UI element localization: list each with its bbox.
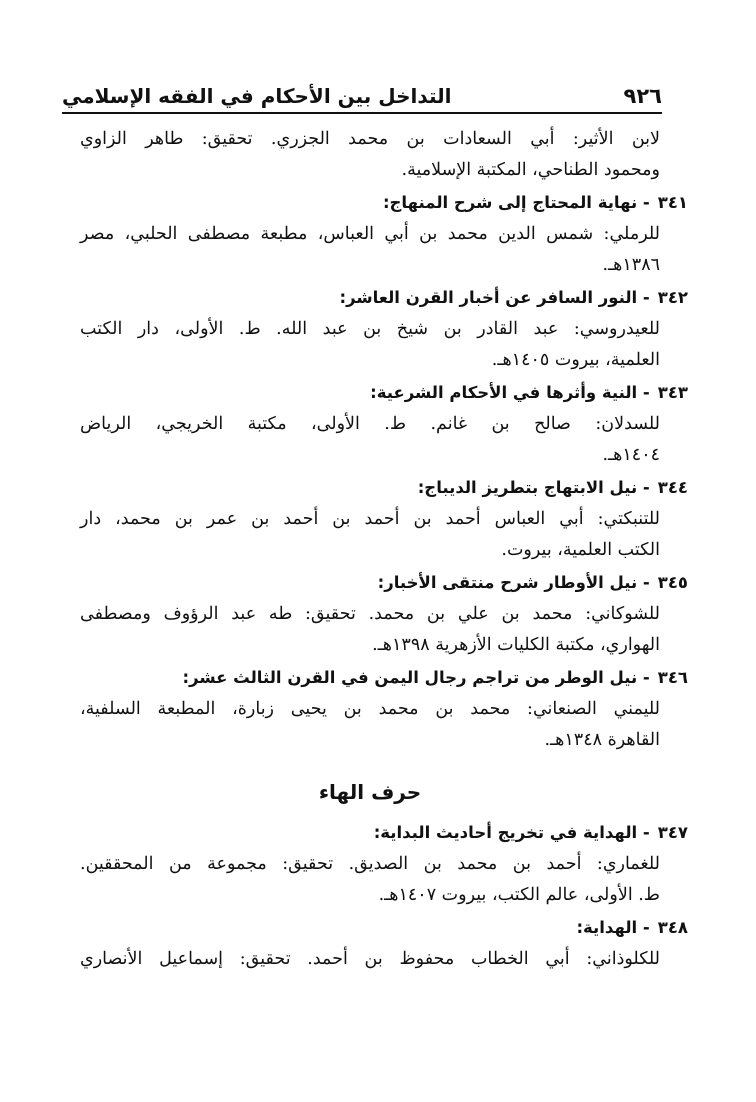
bibliography-entry	[80, 661, 688, 756]
entry-number: ٣٤٣	[657, 383, 688, 402]
entry-line: الهواري، مكتبة الكليات الأزهرية ١٣٩٨هـ.	[372, 635, 660, 655]
bibliography-entry	[80, 281, 688, 376]
bibliography-entry	[80, 186, 688, 281]
entry-heading	[80, 566, 688, 599]
entry-number: ٣٤٤	[657, 478, 688, 497]
entry-heading	[80, 911, 688, 944]
entry-title: - نيل الأوطار شرح منتقى الأخبار:	[377, 573, 650, 592]
entry-title: - النور السافر عن أخبار القرن العاشر:	[339, 288, 650, 307]
entry-line: ١٤٠٤هـ.	[602, 445, 660, 465]
entry-line: لليمني الصنعاني: محمد بن محمد بن يحيى زبارة، المطبعة السلفية،	[80, 699, 660, 719]
entry-line: العلمية، بيروت ١٤٠٥هـ.	[491, 350, 660, 370]
entry-number: ٣٤٧	[657, 823, 688, 842]
entry-line: القاهرة ١٣٤٨هـ.	[544, 730, 660, 750]
entry-line: ط. الأولى، عالم الكتب، بيروت ١٤٠٧هـ.	[378, 885, 660, 905]
entry-line: للرملي: شمس الدين محمد بن أبي العباس، مطبعة مصطفى الحلبي، مصر	[80, 224, 660, 244]
bibliography-entry	[80, 376, 688, 471]
entry-title: - الهداية:	[576, 918, 650, 937]
text-line: لابن الأثير: أبي السعادات بن محمد الجزري. تحقيق: طاهر الزاوي	[80, 129, 660, 149]
entry-number: ٣٤٥	[657, 573, 688, 592]
continuation-text	[80, 124, 660, 186]
entry-number: ٣٤٢	[657, 288, 688, 307]
entry-heading	[80, 816, 688, 849]
entry-heading	[80, 376, 688, 409]
entry-heading	[80, 281, 688, 314]
entry-number: ٣٤١	[657, 193, 688, 212]
entry-line: للعيدروسي: عبد القادر بن شيخ بن عبد الله. ط. الأولى، دار الكتب	[80, 319, 660, 339]
entry-line: الكتب العلمية، بيروت.	[501, 540, 660, 560]
entry-title: - نيل الوطر من تراجم رجال اليمن في القرن الثالث عشر:	[182, 668, 650, 687]
entry-title: - نيل الابتهاج بتطريز الديباج:	[417, 478, 650, 497]
bibliography-entry	[80, 566, 688, 661]
entry-title: - النية وأثرها في الأحكام الشرعية:	[370, 383, 650, 402]
bibliography-list	[80, 124, 688, 975]
entry-line: للكلوذاني: أبي الخطاب محفوظ بن أحمد. تحقيق: إسماعيل الأنصاري	[80, 949, 660, 969]
bibliography-entry	[80, 471, 688, 566]
running-title: التداخل بين الأحكام في الفقه الإسلامي	[62, 84, 452, 108]
page-number: ٩٢٦	[623, 84, 662, 108]
entry-line: ١٣٨٦هـ.	[602, 255, 660, 275]
page-header	[62, 72, 662, 114]
section-heading: حرف الهاء	[318, 780, 422, 804]
entry-line: للغماري: أحمد بن محمد بن الصديق. تحقيق: مجموعة من المحققين.	[80, 854, 660, 874]
entry-line: للشوكاني: محمد بن علي بن محمد. تحقيق: طه عبد الرؤوف ومصطفى	[80, 604, 660, 624]
bibliography-entry	[80, 911, 688, 975]
entry-number: ٣٤٨	[657, 918, 688, 937]
bibliography-entry	[80, 816, 688, 911]
entry-heading	[80, 471, 688, 504]
entry-title: - الهداية في تخريج أحاديث البداية:	[373, 823, 650, 842]
entry-heading	[80, 661, 688, 694]
entry-heading	[80, 186, 688, 219]
text-line: ومحمود الطناحي، المكتبة الإسلامية.	[401, 160, 660, 180]
entry-line: للتنبكتي: أبي العباس أحمد بن أحمد بن أحمد بن عمر بن محمد، دار	[80, 509, 660, 529]
entry-line: للسدلان: صالح بن غانم. ط. الأولى، مكتبة الخريجي، الرياض	[80, 414, 660, 434]
entry-title: - نهاية المحتاج إلى شرح المنهاج:	[382, 193, 650, 212]
entry-number: ٣٤٦	[657, 668, 688, 687]
